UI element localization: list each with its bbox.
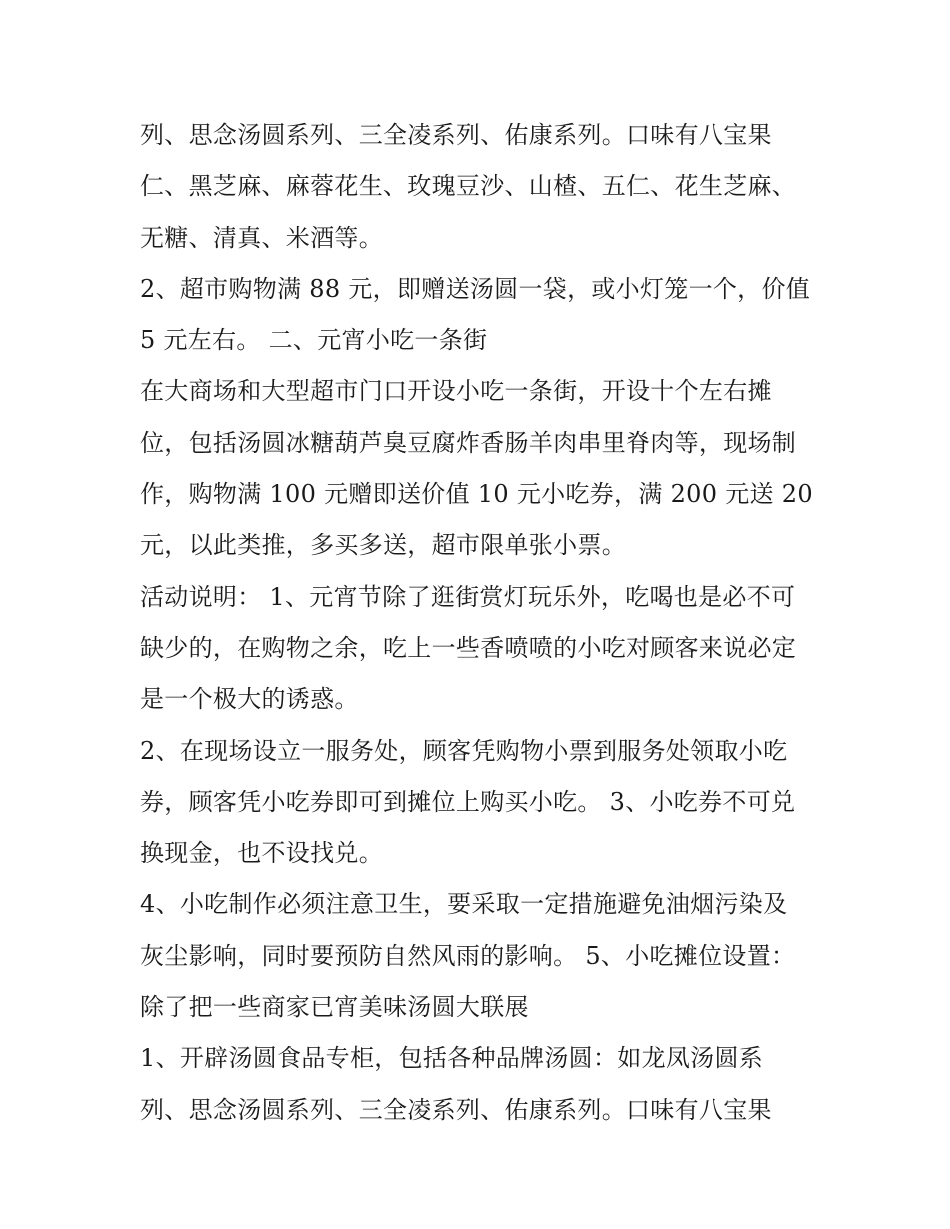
text-line: 灰尘影响，同时要预防自然风雨的影响。 5、小吃摊位设置：	[140, 941, 796, 970]
text-line: 列、思念汤圆系列、三全凌系列、佑康系列。口味有八宝果	[140, 1095, 772, 1124]
text-line: 无糖、清真、米酒等。	[140, 223, 383, 252]
text-line: 缺少的，在购物之余，吃上一些香喷喷的小吃对顾客来说必定	[140, 633, 797, 662]
text-line: 位，包括汤圆冰糖葫芦臭豆腐炸香肠羊肉串里脊肉等，现场制	[140, 428, 797, 457]
text-line: 在大商场和大型超市门口开设小吃一条街，开设十个左右摊	[140, 377, 772, 406]
text-line: 5 元左右。 二、元宵小吃一条街	[140, 326, 488, 355]
text-line: 活动说明： 1、元宵节除了逛街赏灯玩乐外，吃喝也是必不可	[140, 582, 796, 611]
text-line: 换现金，也不设找兑。	[140, 839, 383, 868]
text-line: 2、超市购物满 88 元，即赠送汤圆一袋，或小灯笼一个，价值	[140, 274, 811, 303]
text-line: 4、小吃制作必须注意卫生，要采取一定措施避免油烟污染及	[140, 890, 788, 919]
text-line: 元，以此类推，多买多送，超市限单张小票。	[140, 531, 626, 560]
text-line: 券，顾客凭小吃券即可到摊位上购买小吃。 3、小吃券不可兑	[140, 787, 796, 816]
text-line: 2、在现场设立一服务处，顾客凭购物小票到服务处领取小吃	[140, 736, 788, 765]
text-line: 1、开辟汤圆食品专柜，包括各种品牌汤圆：如龙凤汤圆系	[140, 1044, 764, 1073]
text-line: 列、思念汤圆系列、三全凌系列、佑康系列。口味有八宝果	[140, 121, 772, 149]
document-body	[140, 110, 830, 1136]
text-line: 除了把一些商家已宵美味汤圆大联展	[140, 993, 529, 1022]
text-line: 作，购物满 100 元赠即送价值 10 元小吃券，满 200 元送 20	[140, 480, 813, 509]
text-line: 仁、黑芝麻、麻蓉花生、玫瑰豆沙、山楂、五仁、花生芝麻、	[140, 172, 797, 201]
text-line: 是一个极大的诱惑。	[140, 685, 359, 714]
